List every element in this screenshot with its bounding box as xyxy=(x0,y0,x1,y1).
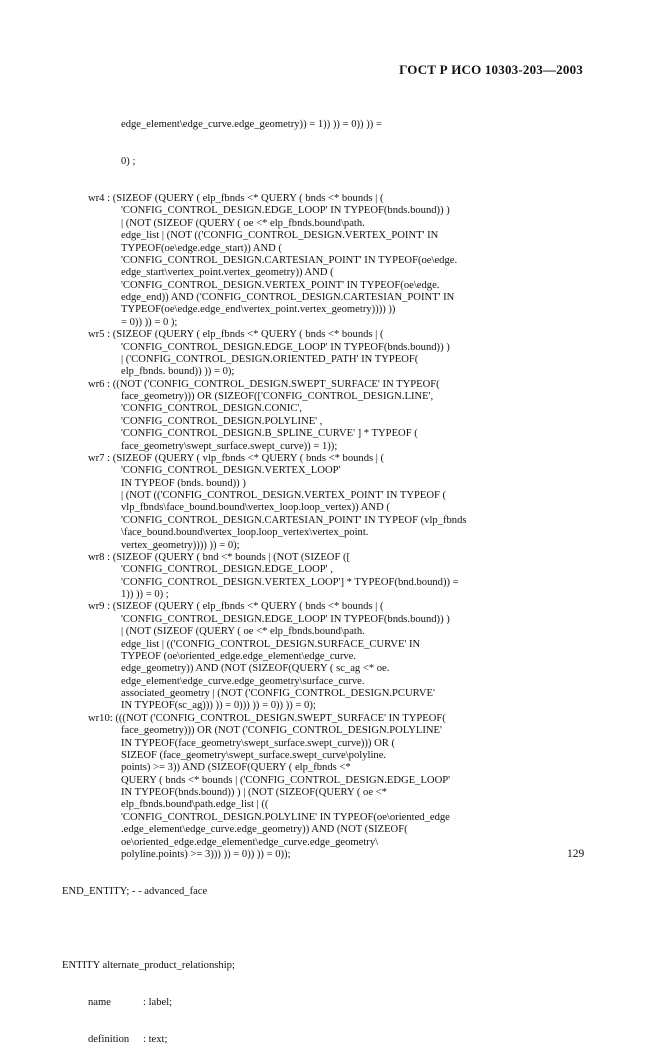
code-line: = 0)) )) = 0 ); xyxy=(121,316,178,328)
code-text: (SIZEOF (QUERY ( elp_fbnds <* QUERY ( bnds <* bounds | ( xyxy=(112,601,384,613)
code-line: 'CONFIG_CONTROL_DESIGN.EDGE_LOOP' , xyxy=(121,564,333,576)
code-line: elp_fbnds.bound\path.edge_list | (( xyxy=(121,799,269,811)
code-line: edge_list | (NOT (('CONFIG_CONTROL_DESIGN.VERTEX_POINT' IN xyxy=(121,230,439,242)
code-line: 'CONFIG_CONTROL_DESIGN.POLYLINE' , xyxy=(121,415,323,427)
code-line: edge_end)) AND ('CONFIG_CONTROL_DESIGN.CARTESIAN_POINT' IN xyxy=(121,292,455,303)
code-text: (SIZEOF (QUERY ( elp_fbnds <* QUERY ( bnds <* bounds | ( xyxy=(112,329,384,341)
code-line: 'CONFIG_CONTROL_DESIGN.EDGE_LOOP' IN TYPEOF(bnds.bound)) ) xyxy=(121,205,450,217)
code-line: 'CONFIG_CONTROL_DESIGN.CARTESIAN_POINT' IN TYPEOF (vlp_fbnds xyxy=(121,514,467,526)
code-line: face_geometry))) OR (NOT ('CONFIG_CONTROL_DESIGN.POLYLINE' xyxy=(121,725,442,737)
entity-header: ENTITY alternate_product_relationship; xyxy=(62,959,235,971)
code-line: edge_geometry)) AND (NOT (SIZEOF(QUERY ( sc_ag <* oe. xyxy=(121,663,390,675)
code-line: QUERY ( bnds <* bounds | ('CONFIG_CONTROL_DESIGN.EDGE_LOOP' xyxy=(121,774,451,786)
where-rule xyxy=(62,329,467,379)
code-text: (SIZEOF (QUERY ( elp_fbnds <* QUERY ( bnds <* bounds | ( xyxy=(112,193,384,204)
code-line: 'CONFIG_CONTROL_DESIGN.POLYLINE' IN TYPEOF(oe\oriented_edge xyxy=(121,811,450,823)
code-line: 'CONFIG_CONTROL_DESIGN.EDGE_LOOP' IN TYPEOF(bnds.bound)) ) xyxy=(121,341,450,353)
code-line: TYPEOF(oe\edge.edge_end\vertex_point.vertex_geometry)))) )) xyxy=(121,304,396,316)
code-line: | (NOT (SIZEOF (QUERY ( oe <* elp_fbnds.bound\path. xyxy=(121,217,365,229)
code-line: IN TYPEOF (bnds. bound)) ) xyxy=(121,477,246,489)
where-rule xyxy=(62,379,467,453)
field-type: : text; xyxy=(143,1034,168,1046)
code-line: IN TYPEOF(bnds.bound)) ) | (NOT (SIZEOF(QUERY ( oe <* xyxy=(121,787,387,798)
code-line: \face_bound.bound\vertex_loop.loop_vertex\vertex_point. xyxy=(121,527,369,539)
code-line: edge_element\edge_curve.edge_geometry\surface_curve. xyxy=(121,675,365,687)
where-rule xyxy=(62,453,467,552)
document-header: ГОСТ Р ИСО 10303-203—2003 xyxy=(399,62,583,77)
code-line: elp_fbnds. bound)) )) = 0); xyxy=(121,366,235,378)
rule-label: wr8 : xyxy=(88,551,113,563)
where-rule xyxy=(62,193,467,329)
rule-first-line xyxy=(62,713,467,725)
where-rule xyxy=(62,713,467,862)
code-listing xyxy=(62,94,467,1059)
end-entity-line: END_ENTITY; - - advanced_face xyxy=(62,886,208,897)
code-line: 'CONFIG_CONTROL_DESIGN.VERTEX_POINT' IN TYPEOF(oe\edge. xyxy=(121,279,440,291)
where-rules xyxy=(62,193,467,861)
page-number: 129 xyxy=(567,848,585,860)
entity-field xyxy=(62,997,467,1009)
code-line: 1)) )) = 0) ; xyxy=(121,589,169,600)
rule-first-line xyxy=(62,453,467,465)
code-line: polyline.points) >= 3))) )) = 0)) )) = 0)); xyxy=(121,848,291,860)
rule-label: wr9 : xyxy=(88,601,113,613)
rule-first-line xyxy=(62,379,467,391)
rule-label: wr6 : xyxy=(88,378,113,390)
code-line: 'CONFIG_CONTROL_DESIGN.CONIC', xyxy=(121,403,302,415)
field-type: : label; xyxy=(143,997,173,1008)
code-line: IN TYPEOF(face_geometry\swept_surface.swept_curve))) OR ( xyxy=(121,737,395,749)
code-line: 'CONFIG_CONTROL_DESIGN.VERTEX_LOOP' xyxy=(121,465,341,477)
code-line: vlp_fbnds\face_bound.bound\vertex_loop.loop_vertex)) AND ( xyxy=(121,502,390,514)
rule-label: wr4 : xyxy=(88,193,113,204)
rule-label: wr5 : xyxy=(88,329,113,341)
code-line: TYPEOF(oe\edge.edge_start)) AND ( xyxy=(121,242,282,254)
code-line: 'CONFIG_CONTROL_DESIGN.VERTEX_LOOP'] * TYPEOF(bnd.bound)) = xyxy=(121,576,459,588)
rule-label: wr7 : xyxy=(88,452,113,464)
rule-first-line xyxy=(62,552,467,564)
code-line: face_geometry))) OR (SIZEOF(['CONFIG_CONTROL_DESIGN.LINE', xyxy=(121,391,434,402)
code-line: edge_list | (('CONFIG_CONTROL_DESIGN.SURFACE_CURVE' IN xyxy=(121,638,421,650)
code-line: 'CONFIG_CONTROL_DESIGN.CARTESIAN_POINT' IN TYPEOF(oe\edge. xyxy=(121,254,458,266)
code-line: 'CONFIG_CONTROL_DESIGN.B_SPLINE_CURVE' ] * TYPEOF ( xyxy=(121,428,418,440)
code-line: | (NOT (('CONFIG_CONTROL_DESIGN.VERTEX_POINT' IN TYPEOF ( xyxy=(121,490,447,501)
code-line: .edge_element\edge_curve.edge_geometry)) AND (NOT (SIZEOF( xyxy=(121,824,408,836)
code-line: oe\oriented_edge.edge_element\edge_curve.edge_geometry\ xyxy=(121,836,379,848)
rule-label: wr10: xyxy=(88,712,116,724)
code-text: (SIZEOF (QUERY ( bnd <* bounds | (NOT (SIZEOF ([ xyxy=(112,551,351,563)
code-line: 'CONFIG_CONTROL_DESIGN.EDGE_LOOP' IN TYPEOF(bnds.bound)) ) xyxy=(121,613,450,625)
code-line: associated_geometry | (NOT ('CONFIG_CONTROL_DESIGN.PCURVE' xyxy=(121,688,435,699)
code-line: TYPEOF (oe\oriented_edge.edge_element\edge_curve. xyxy=(121,650,357,662)
code-line: face_geometry\swept_surface.swept_curve)) = 1)); xyxy=(121,440,338,452)
code-line: IN TYPEOF(sc_ag))) )) = 0))) )) = 0)) )) = 0); xyxy=(121,700,316,712)
code-text: (SIZEOF (QUERY ( vlp_fbnds <* QUERY ( bnds <* bounds | ( xyxy=(112,452,385,464)
code-line: | ('CONFIG_CONTROL_DESIGN.ORIENTED_PATH' IN TYPEOF( xyxy=(121,353,419,365)
code-line: 0) ; xyxy=(121,155,136,167)
rule-first-line xyxy=(62,329,467,341)
where-rule xyxy=(62,552,467,602)
code-line: edge_element\edge_curve.edge_geometry)) = 1)) )) = 0)) )) = xyxy=(121,118,382,130)
code-line: vertex_geometry)))) )) = 0); xyxy=(121,539,240,551)
code-text: ((NOT ('CONFIG_CONTROL_DESIGN.SWEPT_SURFACE' IN TYPEOF( xyxy=(112,378,440,390)
rule-first-line xyxy=(62,193,467,205)
code-line: points) >= 3)) AND (SIZEOF(QUERY ( elp_fbnds <* xyxy=(121,762,351,774)
field-name: definition xyxy=(88,1034,130,1046)
where-rule xyxy=(62,601,467,712)
code-text: (((NOT ('CONFIG_CONTROL_DESIGN.SWEPT_SURFACE' IN TYPEOF( xyxy=(115,712,446,724)
field-name: name xyxy=(88,997,111,1008)
code-line: SIZEOF (face_geometry\swept_surface.swept_curve\polyline. xyxy=(121,749,387,761)
code-line: | (NOT (SIZEOF (QUERY ( oe <* elp_fbnds.bound\path. xyxy=(121,626,365,638)
entity-field xyxy=(62,1034,467,1046)
rule-first-line xyxy=(62,601,467,613)
code-line: edge_start\vertex_point.vertex_geometry)) AND ( xyxy=(121,267,334,279)
